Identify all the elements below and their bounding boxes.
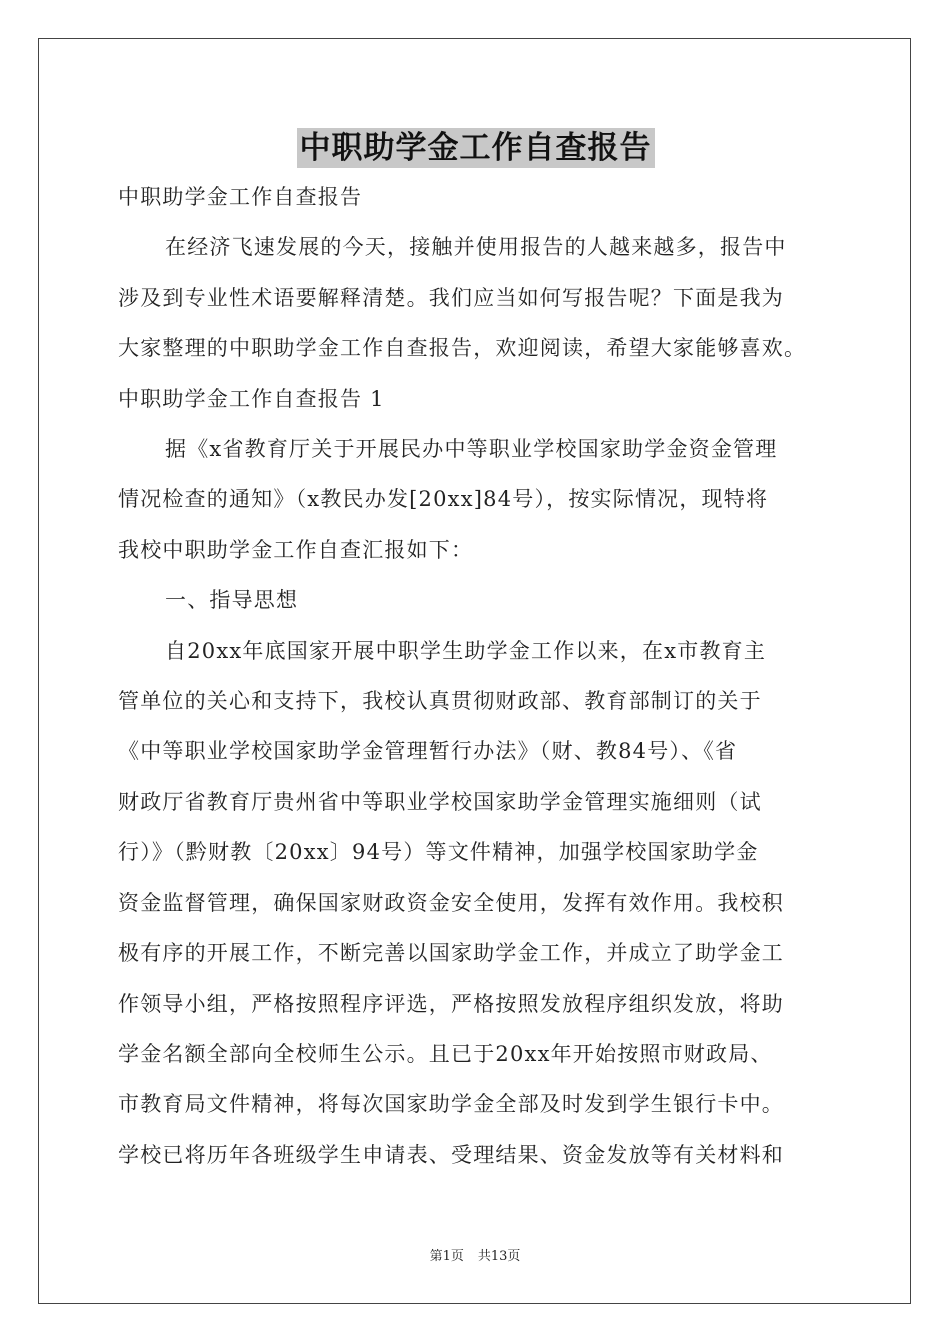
text-line: 我校中职助学金工作自查汇报如下： — [118, 537, 474, 562]
page-total: 共13页 — [477, 1249, 521, 1264]
document-body — [118, 128, 838, 1180]
intro-paragraph — [118, 222, 838, 373]
text-line: 极有序的开展工作，不断完善以国家助学金工作，并成立了助学金工 — [118, 941, 784, 966]
text-line: 在经济飞速发展的今天，接触并使用报告的人越来越多，报告中 — [165, 235, 787, 260]
page-footer — [0, 1245, 950, 1264]
text-line: 资金监督管理，确保国家财政资金安全使用，发挥有效作用。我校积 — [118, 890, 784, 915]
paragraph-1 — [118, 424, 838, 575]
title-wrap — [113, 128, 838, 172]
text-line: 市教育局文件精神，将每次国家助学金全部及时发到学生银行卡中。 — [118, 1092, 784, 1117]
text-line: 学金名额全部向全校师生公示。且已于20xx年开始按照市财政局、 — [118, 1041, 773, 1066]
text-line: 行）》（黔财教〔20xx〕94号）等文件精神，加强学校国家助学金 — [118, 840, 759, 865]
document-subtitle: 中职助学金工作自查报告 — [118, 185, 363, 209]
text-line: 自20xx年底国家开展中职学生助学金工作以来，在x市教育主 — [165, 638, 767, 663]
paragraph-2 — [118, 626, 838, 1180]
text-line: 大家整理的中职助学金工作自查报告，欢迎阅读，希望大家能够喜欢。 — [118, 336, 807, 361]
section-title: 中职助学金工作自查报告 1 — [118, 386, 385, 411]
heading-guiding-ideology: 一、指导思想 — [165, 588, 299, 613]
document-title: 中职助学金工作自查报告 — [297, 128, 655, 168]
text-line: 情况检查的通知》（x教民办发[20xx]84号），按实际情况，现特将 — [118, 487, 769, 512]
text-line: 作领导小组，严格按照程序评选，严格按照发放程序组织发放，将助 — [118, 991, 784, 1016]
text-line: 据《x省教育厅关于开展民办中等职业学校国家助学金资金管理 — [165, 437, 778, 462]
text-line: 涉及到专业性术语要解释清楚。我们应当如何写报告呢？下面是我为 — [118, 285, 784, 310]
text-line: 管单位的关心和支持下，我校认真贯彻财政部、教育部制订的关于 — [118, 689, 762, 714]
text-line: 财政厅省教育厅贵州省中等职业学校国家助学金管理实施细则（试 — [118, 789, 762, 814]
text-line: 《中等职业学校国家助学金管理暂行办法》（财、教84号）、《省 — [118, 739, 738, 764]
page-number: 第1页 — [429, 1249, 464, 1264]
text-line: 学校已将历年各班级学生申请表、受理结果、资金发放等有关材料和 — [118, 1142, 784, 1167]
